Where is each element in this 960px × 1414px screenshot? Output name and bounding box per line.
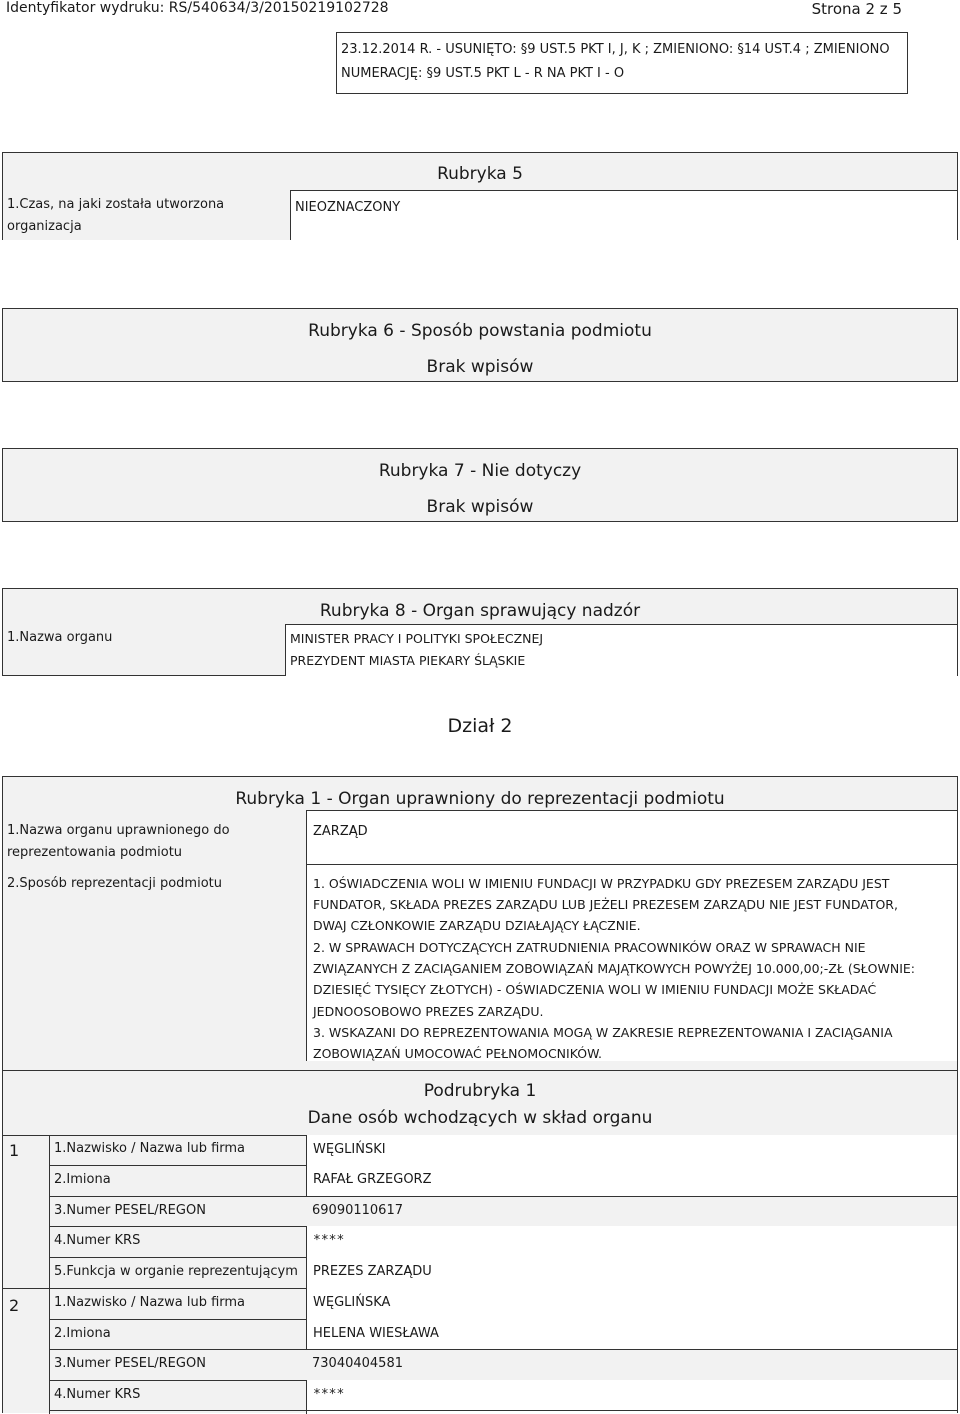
page-number: Strona 2 z 5: [811, 0, 902, 18]
person-field-value: 73040404581: [312, 1356, 403, 1371]
representation-line: 2. W SPRAWACH DOTYCZĄCYCH ZATRUDNIENIA PRACOWNIKÓW ORAZ W SPRAWACH NIE: [313, 940, 866, 955]
person-field-value: WĘGLIŃSKA: [313, 1295, 391, 1310]
person-field-value-cell: [306, 1288, 957, 1319]
person-field-value: WĘGLIŃSKI: [313, 1142, 386, 1157]
amendment-note: [336, 32, 908, 94]
rubryka-6-title: Rubryka 6 - Sposób powstania podmiotu: [308, 321, 652, 341]
person-field-label: 3.Numer PESEL/REGON: [54, 1356, 206, 1371]
person-field-label: 4.Numer KRS: [54, 1387, 141, 1402]
representation-line: JEDNOOSOBOWO PREZES ZARZĄDU.: [313, 1004, 544, 1019]
print-identifier: Identyfikator wydruku: RS/540634/3/20150219102728: [6, 0, 389, 16]
person-field-value: HELENA WIESŁAWA: [313, 1326, 439, 1341]
rubryka-7-section: [2, 448, 958, 522]
person-field-value-cell: [306, 1165, 957, 1196]
rubryka-1-field-1-label-line-2: reprezentowania podmiotu: [7, 845, 183, 860]
rubryka-5-label-line-2: organizacja: [7, 219, 82, 234]
rubryka-1-section: [2, 776, 958, 1076]
rubryka-1-title: Rubryka 1 - Organ uprawniony do reprezentacji podmiotu: [235, 789, 725, 809]
representation-line: 3. WSKAZANI DO REPREZENTOWANIA MOGĄ W ZAKRESIE REPREZENTOWANIA I ZACIĄGANIA: [313, 1025, 893, 1040]
person-field-value: ****: [313, 1233, 345, 1248]
person-field-label: 1.Nazwisko / Nazwa lub firma: [54, 1141, 246, 1156]
row-divider: [49, 1196, 957, 1197]
person-field-value: ****: [313, 1387, 345, 1402]
rubryka-1-field-1-label-line-1: 1.Nazwa organu uprawnionego do: [7, 823, 230, 838]
rubryka-7-title: Rubryka 7 - Nie dotyczy: [378, 461, 582, 481]
representation-line: ZWIĄZANYCH Z ZACIĄGANIEM ZOBOWIĄZAŃ MAJĄTKOWYCH POWYŻEJ 10.000,00;-ZŁ (SŁOWNIE:: [313, 961, 915, 976]
person-field-label: 2.Imiona: [54, 1326, 111, 1341]
rubryka-1-field-1-value-cell: [306, 810, 957, 865]
person-field-label: 2.Imiona: [54, 1172, 111, 1187]
rubryka-1-field-2-label: 2.Sposób reprezentacji podmiotu: [7, 876, 222, 891]
rubryka-8-value-line-1: MINISTER PRACY I POLITYKI SPOŁECZNEJ: [290, 631, 544, 646]
amendment-line-2: NUMERACJĘ: §9 UST.5 PKT L - R NA PKT I - O: [341, 66, 625, 81]
person-field-value: RAFAŁ GRZEGORZ: [313, 1172, 432, 1187]
person-field-label: 5.Funkcja w organie reprezentującym: [54, 1264, 298, 1279]
person-number: 1: [9, 1141, 20, 1160]
podrubryka-1-section: [2, 1070, 958, 1413]
rubryka-8-title: Rubryka 8 - Organ sprawujący nadzór: [319, 601, 641, 621]
person-field-label: 1.Nazwisko / Nazwa lub firma: [54, 1295, 246, 1310]
rubryka-5-title: Rubryka 5: [437, 164, 523, 184]
rubryka-8-label: 1.Nazwa organu: [7, 630, 113, 645]
row-divider: [49, 1349, 957, 1350]
person-field-label: 4.Numer KRS: [54, 1233, 141, 1248]
person-field-value-cell: [306, 1135, 957, 1165]
person-field-value-cell: [306, 1257, 957, 1288]
person-number: 2: [9, 1296, 20, 1315]
rubryka-5-section: [2, 152, 958, 240]
rubryka-6-section: [2, 308, 958, 382]
rubryka-5-label-cell: [3, 190, 290, 240]
person-field-value: 69090110617: [312, 1203, 403, 1218]
rubryka-8-value-line-2: PREZYDENT MIASTA PIEKARY ŚLĄSKIE: [290, 653, 526, 668]
rubryka-5-label-line-1: 1.Czas, na jaki została utworzona: [7, 197, 225, 212]
person-field-value-cell: [306, 1319, 957, 1349]
rubryka-1-field-2-value-cell: [306, 865, 957, 1061]
dzial-title: Dział 2: [447, 715, 513, 737]
person-field-value: PREZES ZARZĄDU: [313, 1264, 432, 1279]
representation-line: 1. OŚWIADCZENIA WOLI W IMIENIU FUNDACJI W PRZYPADKU GDY PREZESEM ZARZĄDU JEST: [313, 876, 890, 891]
representation-line: FUNDATOR, SKŁADA PREZES ZARZĄDU LUB JEŻELI PREZESEM ZARZĄDU NIE JEST FUNDATOR,: [313, 897, 898, 912]
rubryka-7-empty: Brak wpisów: [426, 497, 534, 517]
podrubryka-title: Podrubryka 1: [423, 1081, 537, 1101]
person-number-divider: [49, 1135, 50, 1414]
rubryka-1-field-1-value: ZARZĄD: [313, 824, 368, 839]
rubryka-8-label-cell: [3, 624, 285, 676]
representation-line: DWAJ CZŁONKOWIE ZARZĄDU DZIAŁAJĄCY ŁĄCZNIE.: [313, 918, 641, 933]
rubryka-8-value-cell: [285, 624, 957, 676]
representation-line: ZOBOWIĄZAŃ UMOCOWAĆ PEŁNOMOCNIKÓW.: [313, 1046, 602, 1061]
person-field-value-cell: [306, 1226, 957, 1257]
amendment-line-1: 23.12.2014 R. - USUNIĘTO: §9 UST.5 PKT I, J, K ; ZMIENIONO: §14 UST.4 ; ZMIENIONO: [341, 42, 890, 57]
row-divider: [49, 1410, 957, 1411]
rubryka-5-value-cell: [290, 190, 957, 240]
person-field-value-cell: [306, 1380, 957, 1414]
person-field-label: 3.Numer PESEL/REGON: [54, 1203, 206, 1218]
rubryka-8-section: [2, 588, 958, 676]
rubryka-6-empty: Brak wpisów: [426, 357, 534, 377]
podrubryka-subtitle: Dane osób wchodzących w skład organu: [307, 1108, 653, 1128]
representation-line: DZIESIĘĆ TYSIĘCY ZŁOTYCH) - OŚWIADCZENIA WOLI W IMIENIU FUNDACJI MOŻE SKŁADAĆ: [313, 982, 877, 997]
rubryka-5-value: NIEOZNACZONY: [295, 200, 401, 215]
